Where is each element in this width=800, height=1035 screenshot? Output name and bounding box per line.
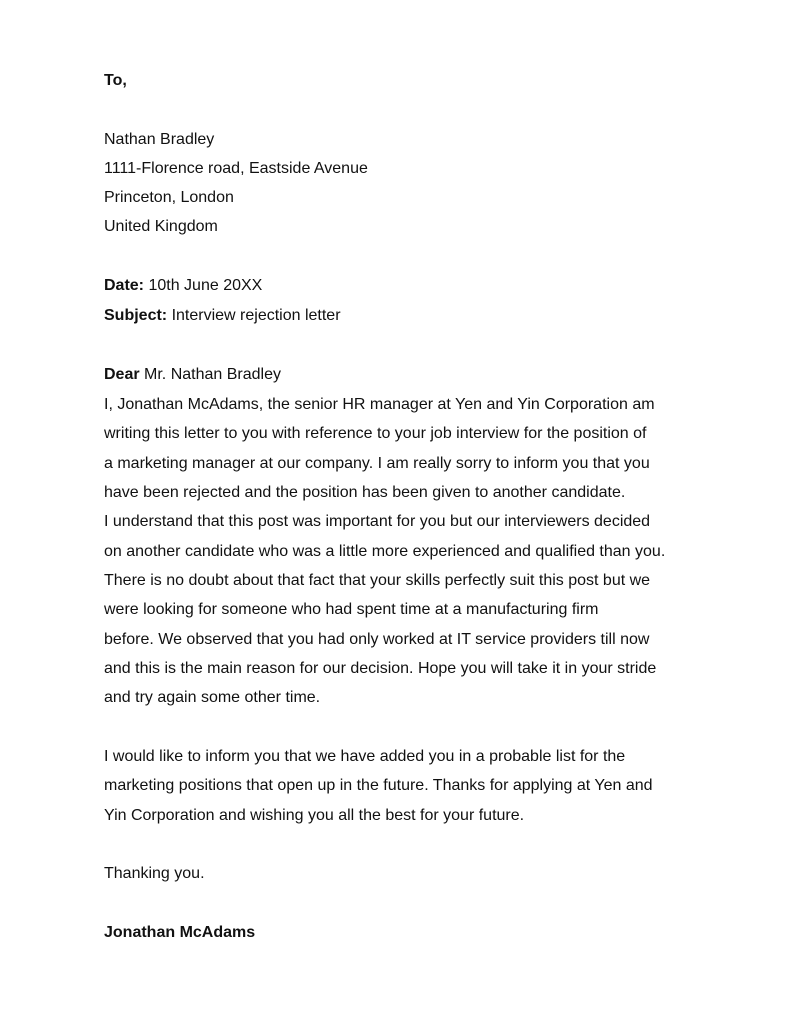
greeting-label: Dear — [104, 366, 140, 383]
body-line: were looking for someone who had spent time at a manufacturing firm — [104, 601, 599, 618]
to-label: To, — [104, 72, 127, 89]
body-line: have been rejected and the position has been given to another candidate. — [104, 484, 626, 501]
date-value: 10th June 20XX — [144, 277, 263, 294]
greeting-line — [104, 365, 281, 385]
body-line: before. We observed that you had only worked at IT service providers till now — [104, 631, 650, 648]
body-line: I understand that this post was important for you but our interviewers decided — [104, 513, 651, 530]
closing-paragraph-line: I would like to inform you that we have added you in a probable list for the — [104, 748, 626, 765]
body-line: a marketing manager at our company. I am really sorry to inform you that you — [104, 455, 650, 472]
body-line: and this is the main reason for our decision. Hope you will take it in your stride — [104, 660, 657, 677]
body-line: and try again some other time. — [104, 689, 321, 706]
date-label: Date: — [104, 277, 145, 294]
subject-label: Subject: — [104, 307, 168, 324]
body-line: on another candidate who was a little more experienced and qualified than you. — [104, 543, 666, 560]
recipient-country: United Kingdom — [104, 218, 218, 235]
closing-paragraph-line: marketing positions that open up in the future. Thanks for applying at Yen and — [104, 777, 653, 794]
date-line — [104, 276, 262, 296]
signature-name: Jonathan McAdams — [104, 924, 256, 941]
greeting-name: Mr. Nathan Bradley — [139, 366, 281, 383]
body-line: There is no doubt about that fact that your skills perfectly suit this post but we — [104, 572, 651, 589]
subject-value: Interview rejection letter — [167, 307, 341, 324]
closing-line: Thanking you. — [104, 865, 205, 882]
body-line: I, Jonathan McAdams, the senior HR manager at Yen and Yin Corporation am — [104, 396, 655, 413]
recipient-address-line2: Princeton, London — [104, 189, 234, 206]
recipient-address-line1: 1111-Florence road, Eastside Avenue — [104, 160, 368, 177]
body-line: writing this letter to you with reference to your job interview for the position of — [104, 425, 647, 442]
subject-line — [104, 306, 341, 326]
recipient-name: Nathan Bradley — [104, 131, 215, 148]
closing-paragraph-line: Yin Corporation and wishing you all the best for your future. — [104, 807, 525, 824]
